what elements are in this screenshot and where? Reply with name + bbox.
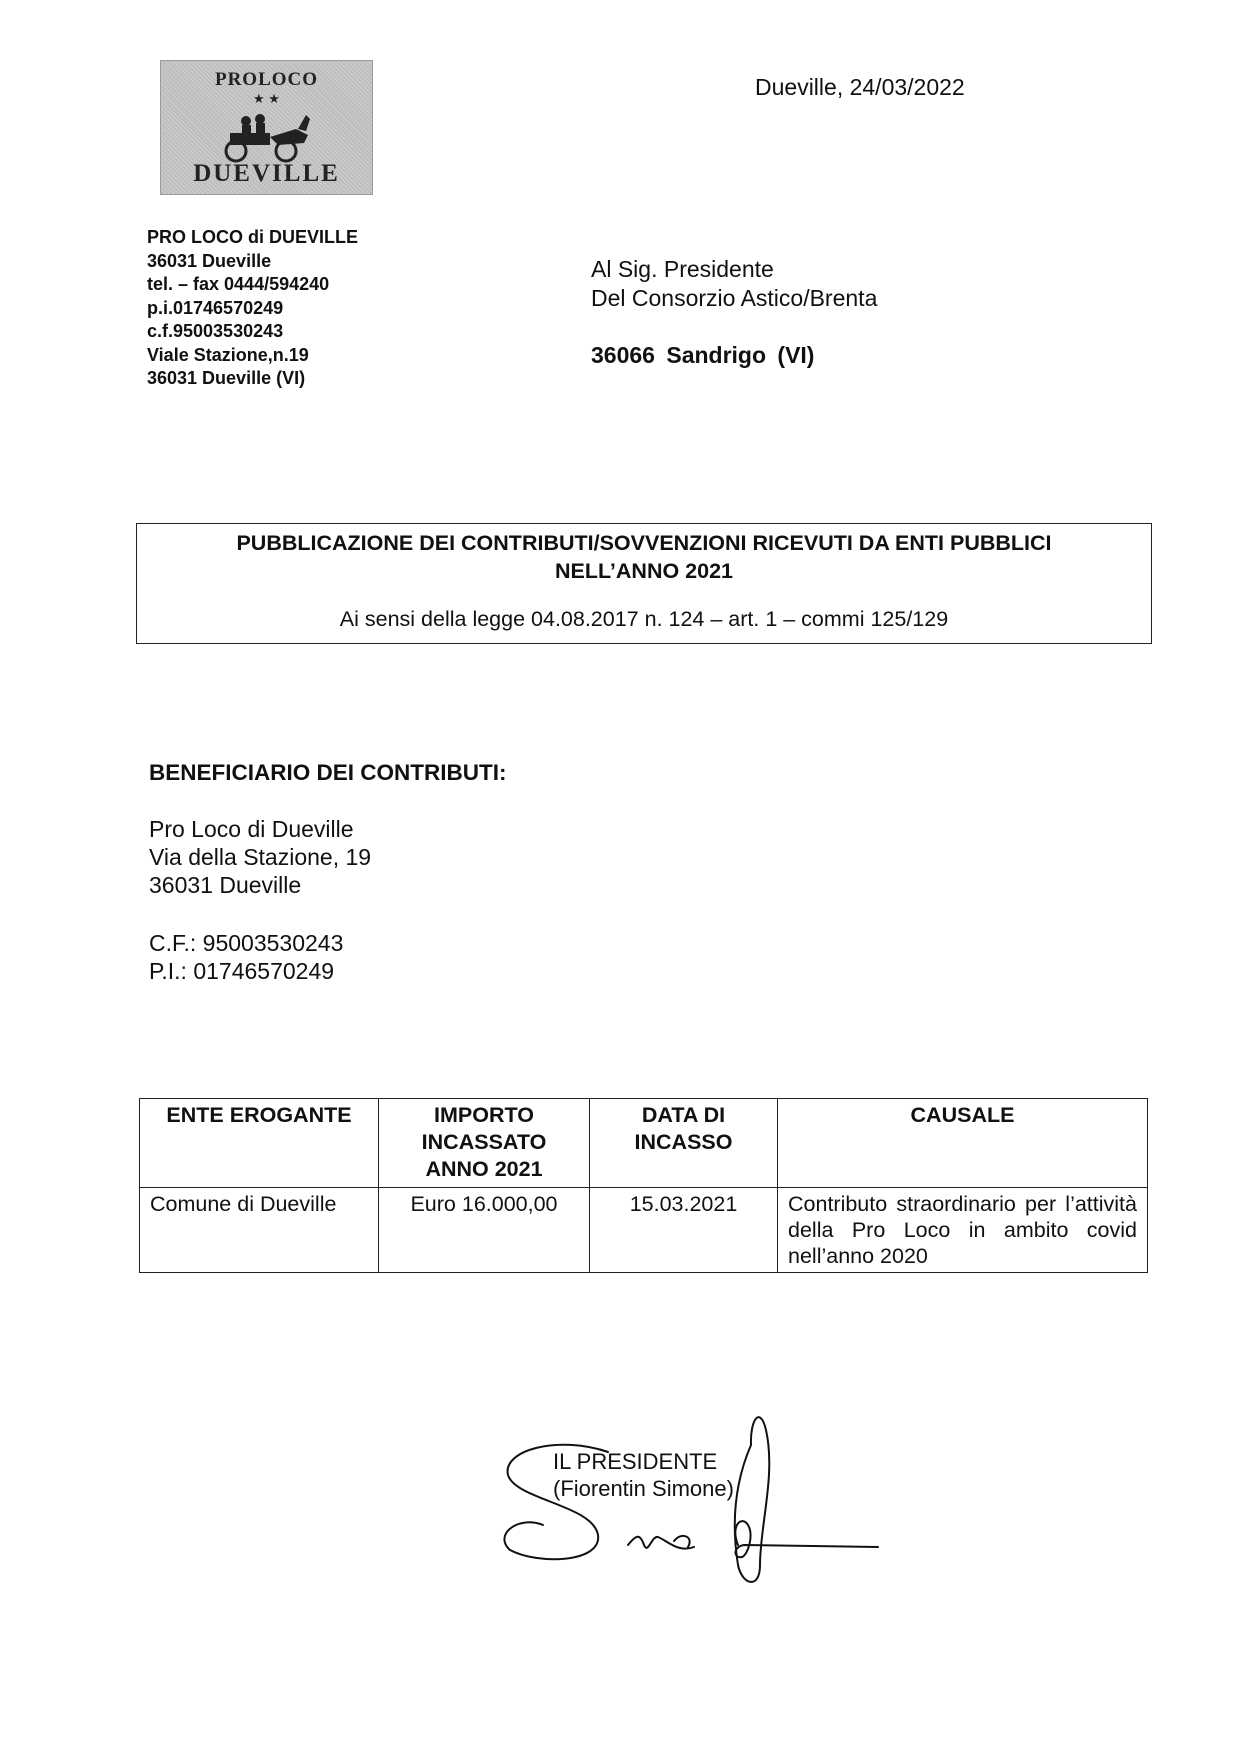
document-title [137, 529, 1151, 585]
sender-line: PRO LOCO di DUEVILLE [147, 227, 359, 247]
header-causale: CAUSALE [778, 1099, 1148, 1188]
table-row [140, 1188, 1148, 1273]
beneficiary-name: Pro Loco di Dueville [149, 816, 354, 842]
carriage-illustration [216, 109, 316, 165]
recipient-block [591, 255, 877, 313]
recipient-line: Del Consorzio Astico/Brenta [591, 285, 878, 311]
title-line: PUBBLICAZIONE DEI CONTRIBUTI/SOVVENZIONI RICEVUTI DA ENTI PUBBLICI [236, 531, 1052, 555]
sender-line: 36031 Dueville (VI) [147, 368, 306, 388]
recipient-line: Al Sig. Presidente [591, 256, 774, 282]
header-data-incasso: DATA DI INCASSO [590, 1099, 778, 1188]
document-title-box [136, 523, 1152, 644]
signature-block [553, 1448, 734, 1502]
legal-reference: Ai sensi della legge 04.08.2017 n. 124 – art. 1 – commi 125/129 [339, 607, 949, 631]
letter-date: Dueville, 24/03/2022 [755, 74, 965, 100]
sender-block [147, 226, 358, 391]
beneficiary-street: Via della Stazione, 19 [149, 844, 372, 870]
sender-line: p.i.01746570249 [147, 297, 284, 318]
beneficiary-heading: BENEFICIARIO DEI CONTRIBUTI: [149, 760, 507, 785]
header-ente-erogante: ENTE EROGANTE [140, 1099, 379, 1188]
sender-line: tel. – fax 0444/594240 [147, 274, 330, 294]
sender-line: c.f.95003530243 [147, 321, 284, 341]
header-importo: IMPORTO INCASSATO ANNO 2021 [379, 1099, 590, 1188]
cell-importo: Euro 16.000,00 [379, 1188, 590, 1273]
signatory-role: IL PRESIDENTE [553, 1449, 718, 1474]
cell-ente: Comune di Dueville [140, 1188, 379, 1273]
logo-bottom-text: DUEVILLE [193, 160, 340, 187]
beneficiary-pi: P.I.: 01746570249 [149, 958, 335, 984]
signatory-name: (Fiorentin Simone) [553, 1476, 734, 1501]
cell-data: 15.03.2021 [590, 1188, 778, 1273]
beneficiary-address [149, 815, 371, 899]
cell-causale: Contributo straordinario per l’attività della Pro Loco in ambito covid nell’anno 2020 [778, 1188, 1148, 1273]
logo-stars: ★ ★ [253, 91, 280, 106]
recipient-city: 36066 Sandrigo (VI) [591, 342, 815, 368]
sender-line: Viale Stazione,n.19 [147, 344, 309, 365]
proloco-logo [160, 60, 373, 195]
beneficiary-cf: C.F.: 95003530243 [149, 930, 344, 956]
beneficiary-ids [149, 929, 343, 985]
beneficiary-city: 36031 Dueville [149, 872, 302, 898]
table-header-row [140, 1099, 1148, 1188]
contributions-table [139, 1098, 1148, 1273]
logo-top-text: PROLOCO [214, 69, 319, 90]
title-line: NELL’ANNO 2021 [554, 559, 734, 583]
sender-line: 36031 Dueville [147, 250, 272, 271]
